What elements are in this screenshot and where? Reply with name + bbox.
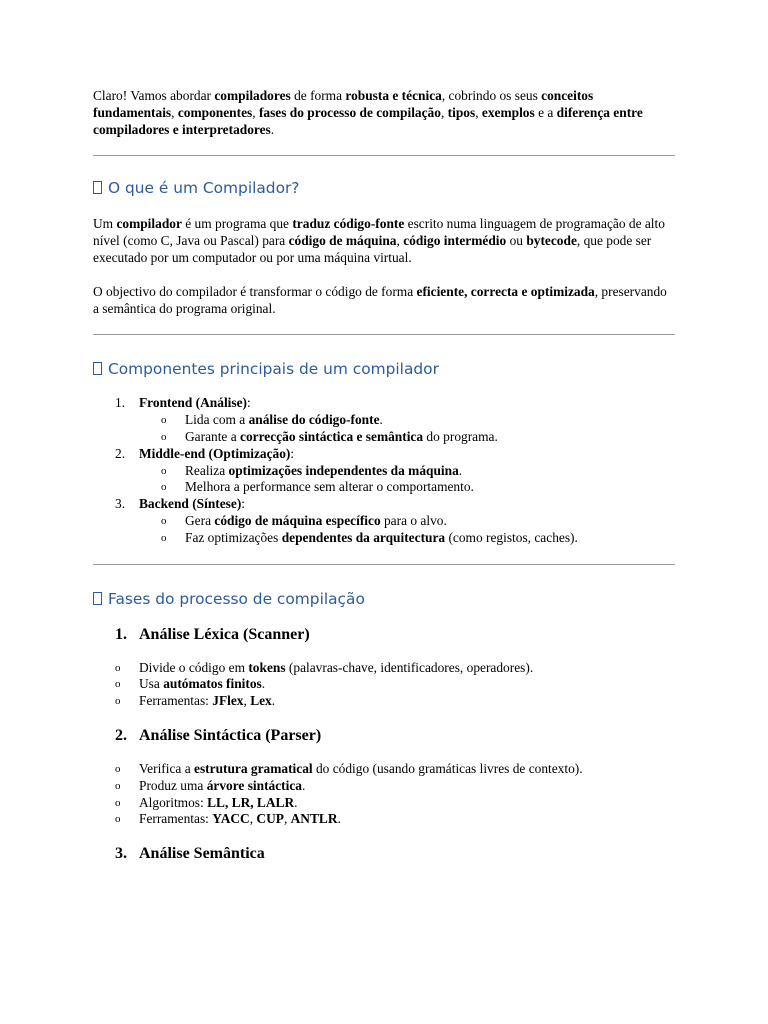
- component-sublist: [139, 463, 675, 497]
- phase-heading-lexical: 1. Análise Léxica (Scanner): [115, 625, 310, 643]
- phase-heading-semantic: 3. Análise Semântica: [115, 845, 265, 863]
- section-heading-components: Componentes principais de um compilador: [93, 359, 675, 379]
- list-item: o Melhora a performance sem alterar o comportamento.: [161, 479, 474, 495]
- list-item: o Ferramentas: YACC, CUP, ANTLR.: [115, 811, 341, 827]
- divider: [93, 334, 675, 335]
- missing-glyph-icon: [93, 181, 102, 194]
- phase-sublist: [93, 660, 675, 710]
- list-item: o Usa autómatos finitos.: [115, 676, 266, 692]
- section-heading-phases: Fases do processo de compilação: [93, 589, 675, 609]
- phase-heading-syntactic: 2. Análise Sintáctica (Parser): [115, 726, 322, 744]
- compiler-definition-paragraph: Um compilador é um programa que traduz código-fonte escrito numa linguagem de programação de alto nível (como C, Java ou Pascal) para código de máquina, código intermédio ou bytecode, que pode ser executado por um computador ou por uma máquina virtual.: [93, 216, 665, 265]
- list-item: o Faz optimizações dependentes da arquitectura (como registos, caches).: [161, 529, 578, 545]
- component-item: 1. Frontend (Análise): o Lida com a análise do código-fonte. o Garante a correcção sintáctica e semântica do programa.: [139, 395, 675, 445]
- list-item: o Algoritmos: LL, LR, LALR.: [115, 794, 298, 810]
- component-sublist: [139, 412, 675, 446]
- components-list: [93, 395, 675, 546]
- list-item: o Produz uma árvore sintáctica.: [115, 777, 306, 793]
- component-item: 2. Middle-end (Optimização): o Realiza optimizações independentes da máquina. o Melhora a performance sem alterar o comportamento.: [139, 446, 675, 496]
- divider: [93, 564, 675, 565]
- section-heading-compiler: O que é um Compilador?: [93, 178, 675, 198]
- list-item: o Garante a correcção sintáctica e semântica do programa.: [161, 428, 498, 444]
- phase-sublist: [93, 761, 675, 828]
- component-item: 3. Backend (Síntese): o Gera código de máquina específico para o alvo. o Faz optimizações dependentes da arquitectura (como registos, caches).: [139, 496, 675, 546]
- component-sublist: [139, 513, 675, 547]
- document-page: [93, 88, 675, 864]
- missing-glyph-icon: [93, 592, 102, 605]
- list-item: o Gera código de máquina específico para o alvo.: [161, 512, 447, 528]
- list-item: o Divide o código em tokens (palavras-chave, identificadores, operadores).: [115, 659, 534, 675]
- list-item: o Realiza optimizações independentes da máquina.: [161, 462, 463, 478]
- compiler-objective-paragraph: O objectivo do compilador é transformar o código de forma eficiente, correcta e optimizada, preservando a semântica do programa original.: [93, 283, 667, 316]
- list-item: o Ferramentas: JFlex, Lex.: [115, 693, 276, 709]
- missing-glyph-icon: [93, 362, 102, 375]
- divider: [93, 155, 675, 156]
- intro-paragraph: Claro! Vamos abordar compiladores de forma robusta e técnica, cobrindo os seus conceitos fundamentais, componentes, fases do processo de compilação, tipos, exemplos e a diferença entre compiladores e interpretadores.: [93, 88, 643, 137]
- list-item: o Verifica a estrutura gramatical do código (usando gramáticas livres de contexto).: [115, 760, 583, 776]
- list-item: o Lida com a análise do código-fonte.: [161, 412, 383, 428]
